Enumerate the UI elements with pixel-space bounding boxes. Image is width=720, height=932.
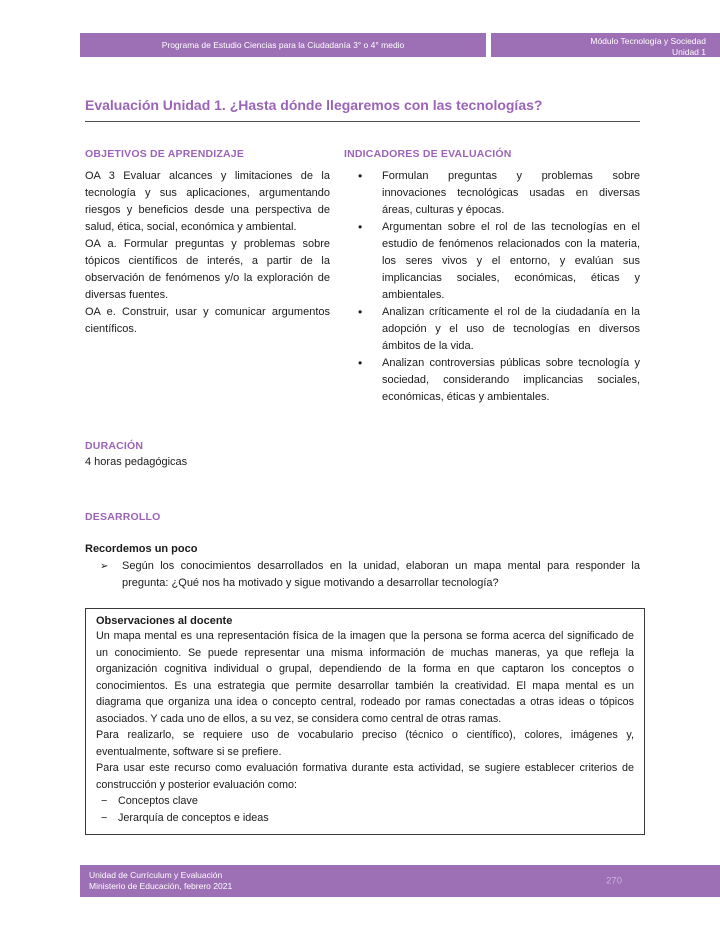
- module-banner-line2: Unidad 1: [671, 47, 706, 58]
- module-banner: [491, 33, 720, 57]
- observations-paragraph: Para realizarlo, se requiere uso de vocabulario preciso (técnico o científico), colores, imágenes y, eventualmente, software si se prefiere.: [96, 729, 634, 758]
- program-banner-text: Programa de Estudio Ciencias para la Ciudadanía 3° o 4° medio: [161, 40, 405, 50]
- program-banner: [80, 33, 486, 57]
- development-bullet-text: Según los conocimientos desarrollados en la unidad, elaboran un mapa mental para responder la pregunta: ¿Qué nos ha motivado y sigue motivando a desarrollar tecnología?: [122, 560, 640, 589]
- bullet-icon: •: [358, 169, 363, 183]
- observations-paragraph: Un mapa mental es una representación física de la imagen que la persona se forma acerca del significado de un conocimiento. Se puede representar una misma información de muchas maneras, ya que refleja la organización cognitiva individual o grupal, dependiendo de la forma en que captaron los conceptos o conocimientos. Es una estrategia que permite desarrollar también la creatividad. El mapa mental es un diagrama que organiza una idea o concepto central, rodeado por ramas conectadas a otras ideas o tópicos asociados. Y cada uno de ellos, a su vez, se considera como central de otras ramas.: [96, 630, 634, 725]
- title-divider: [85, 121, 640, 122]
- footer-line2: Ministerio de Educación, febrero 2021: [89, 881, 233, 891]
- objectives-indicators-section: [85, 148, 640, 406]
- development-bullet-item: [100, 558, 640, 592]
- teacher-observations-box: [85, 608, 645, 835]
- indicator-text: Analizan críticamente el rol de la ciudadanía en la adopción y el uso de tecnologías en diversos ámbitos de la vida.: [382, 306, 640, 352]
- page-title: Evaluación Unidad 1. ¿Hasta dónde llegaremos con las tecnologías?: [85, 97, 543, 113]
- indicator-item: [344, 219, 640, 304]
- indicator-item: [344, 168, 640, 219]
- criteria-list-item: [96, 793, 634, 810]
- dash-icon: −: [101, 795, 108, 807]
- duration-value: 4 horas pedagógicas: [85, 456, 188, 468]
- development-subheading: Recordemos un poco: [85, 543, 198, 555]
- bullet-icon: •: [358, 220, 363, 234]
- objectives-heading: OBJETIVOS DE APRENDIZAJE: [85, 148, 245, 160]
- indicator-text: Analizan controversias públicas sobre tecnología y sociedad, considerando implicancias sociales, económicas, éticas y ambientales.: [382, 357, 640, 403]
- bullet-icon: •: [358, 305, 363, 319]
- footer-bar: [80, 865, 720, 897]
- indicators-column: [344, 148, 640, 406]
- objective-paragraph: OA e. Construir, usar y comunicar argumentos científicos.: [85, 306, 330, 335]
- development-heading: DESARROLLO: [85, 511, 161, 523]
- observations-heading: Observaciones al docente: [96, 615, 233, 627]
- indicator-text: Formulan preguntas y problemas sobre innovaciones tecnológicas usadas en diversas áreas, culturas y épocas.: [382, 170, 640, 216]
- criteria-text: Jerarquía de conceptos e ideas: [118, 811, 269, 824]
- module-banner-line1: Módulo Tecnología y Sociedad: [590, 36, 706, 46]
- observations-paragraph: Para usar este recurso como evaluación formativa durante esta actividad, se sugiere establecer criterios de construcción y posterior evaluación como:: [96, 762, 634, 791]
- indicators-heading: INDICADORES DE EVALUACIÓN: [344, 148, 512, 160]
- footer-line1: Unidad de Currículum y Evaluación: [89, 869, 223, 880]
- indicator-item: [344, 304, 640, 355]
- objectives-column: [85, 148, 330, 406]
- criteria-text: Conceptos clave: [118, 795, 198, 807]
- indicator-text: Argumentan sobre el rol de las tecnologías en el estudio de fenómenos relacionados con la materia, los seres vivos y el entorno, y evalúan sus implicancias sociales, económicas, éticas y ambientales.: [382, 221, 640, 301]
- arrow-bullet-icon: ➢: [100, 561, 109, 572]
- header-banners: [80, 33, 720, 57]
- dash-icon: −: [101, 811, 108, 824]
- footer-credits: [80, 870, 232, 893]
- duration-heading: DURACIÓN: [85, 440, 144, 452]
- page-number: 270: [606, 875, 622, 887]
- indicator-item: [344, 355, 640, 406]
- criteria-list-item: [96, 810, 634, 827]
- objective-paragraph: OA a. Formular preguntas y problemas sobre tópicos científicos de interés, a partir de la observación de fenómenos y/o la exploración de diversas fuentes.: [85, 238, 330, 301]
- bullet-icon: •: [358, 356, 363, 370]
- objective-paragraph: OA 3 Evaluar alcances y limitaciones de la tecnología y sus aplicaciones, argumentando riesgos y beneficios desde una perspectiva de salud, ética, social, económica y ambiental.: [85, 170, 330, 233]
